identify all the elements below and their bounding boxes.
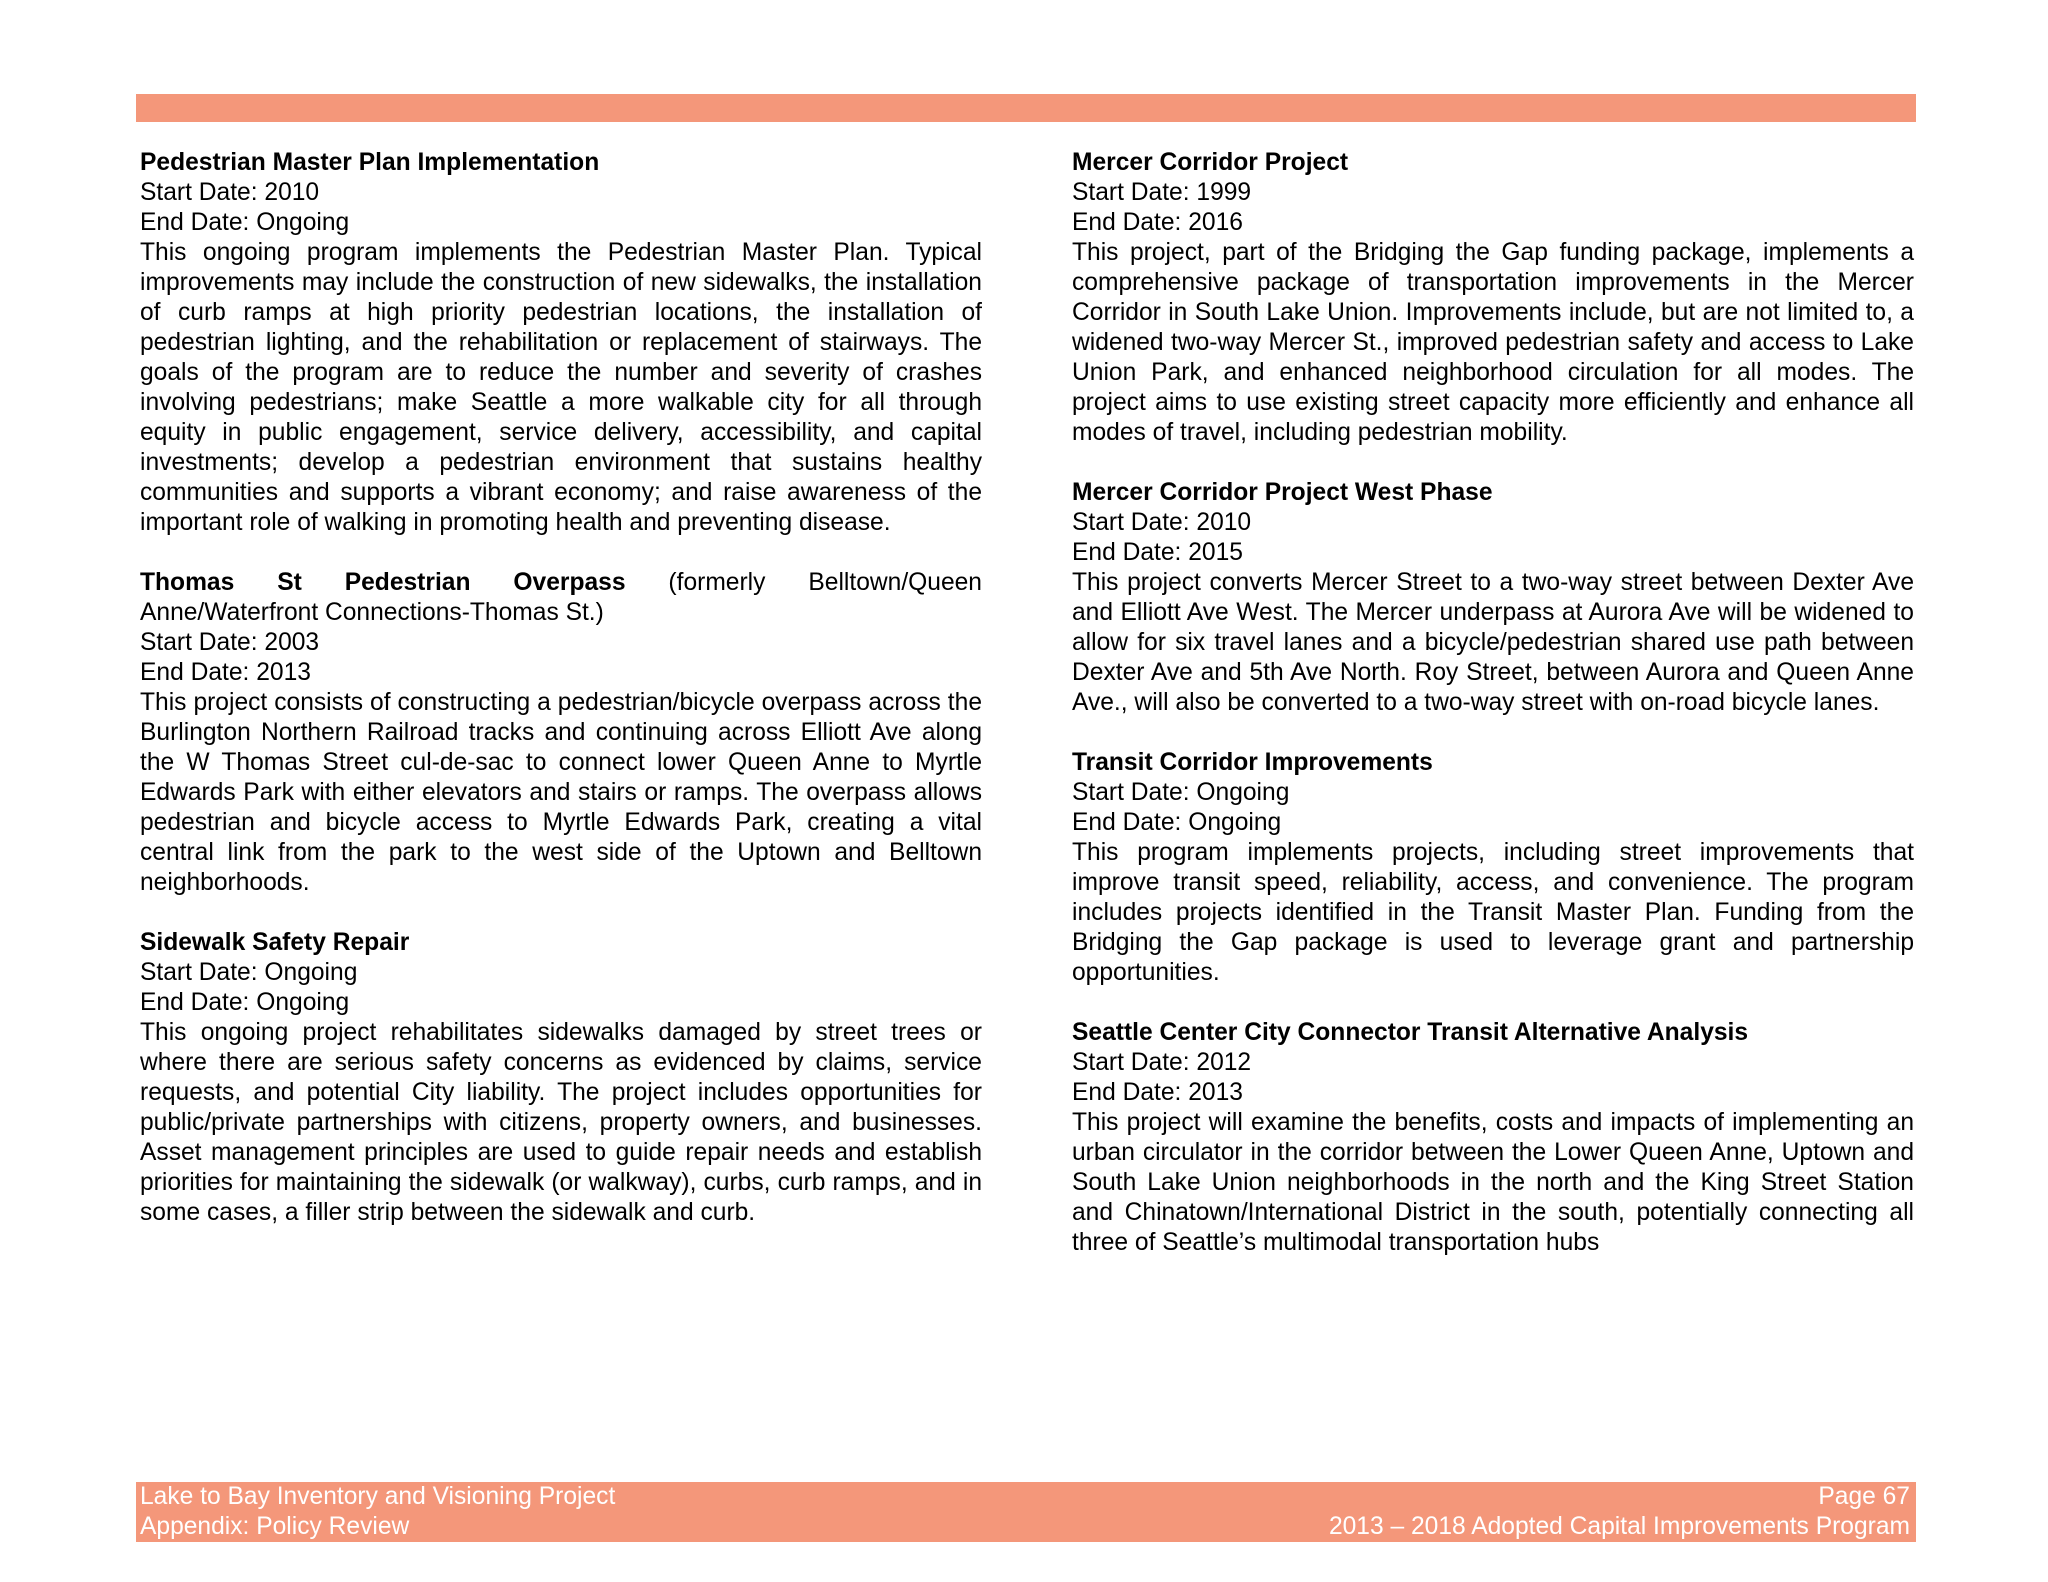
start-date: Start Date: Ongoing [140, 959, 358, 986]
end-date: End Date: 2013 [140, 659, 311, 686]
project-description: This program implements projects, including street improvements that improve transit speed, reliability, access, and convenience. The program includes projects identified in the Transit Master Plan. Funding from the Bridging the Gap package is used to leverage grant and partnership opportunities. [1072, 839, 1914, 986]
project-description: This project, part of the Bridging the Gap funding package, implements a comprehensive package of transportation improvements in the Mercer Corridor in South Lake Union. Improvements include, but are not limited to, a widened two-way Mercer St., improved pedestrian safety and access to Lake Union Park, and enhanced neighborhood circulation for all modes. The project aims to use existing street capacity more efficiently and enhance all modes of travel, including pedestrian mobility. [1072, 239, 1914, 446]
footer-row-bottom [136, 1512, 1916, 1542]
project-title-line [140, 928, 982, 958]
project-entry [1072, 478, 1914, 718]
footer-page-number: Page 67 [1818, 1483, 1910, 1510]
footer-project-name: Lake to Bay Inventory and Visioning Project [140, 1483, 616, 1510]
project-title: Mercer Corridor Project [1072, 149, 1349, 176]
project-entry [1072, 748, 1914, 988]
project-title-line [140, 568, 982, 628]
project-description: This ongoing project rehabilitates sidewalks damaged by street trees or where there are serious safety concerns as evidenced by claims, service requests, and potential City liability. The project includes opportunities for public/private partnerships with citizens, property owners, and businesses. Asset management principles are used to guide repair needs and establish priorities for maintaining the sidewalk (or walkway), curbs, curb ramps, and in some cases, a filler strip between the sidewalk and curb. [140, 1019, 982, 1226]
left-column [140, 148, 982, 1258]
end-date: End Date: Ongoing [1072, 809, 1282, 836]
project-entry [1072, 148, 1914, 448]
project-description: This project converts Mercer Street to a two-way street between Dexter Ave and Elliott Ave West. The Mercer underpass at Aurora Ave will be widened to allow for six travel lanes and a bicycle/pedestrian shared use path between Dexter Ave and 5th Ave North. Roy Street, between Aurora and Queen Anne Ave., will also be converted to a two-way street with on-road bicycle lanes. [1072, 569, 1914, 716]
project-description: This project consists of constructing a pedestrian/bicycle overpass across the Burlington Northern Railroad tracks and continuing across Elliott Ave along the W Thomas Street cul-de-sac to connect lower Queen Anne to Myrtle Edwards Park with either elevators and stairs or ramps. The overpass allows pedestrian and bicycle access to Myrtle Edwards Park, creating a vital central link from the park to the west side of the Uptown and Belltown neighborhoods. [140, 689, 982, 896]
start-date: Start Date: 2012 [1072, 1049, 1252, 1076]
project-entry [1072, 1018, 1914, 1258]
right-column [1072, 148, 1914, 1288]
start-date: Start Date: 2003 [140, 629, 320, 656]
project-title: Pedestrian Master Plan Implementation [140, 149, 600, 176]
start-date: Start Date: Ongoing [1072, 779, 1290, 806]
project-description: This ongoing program implements the Pedestrian Master Plan. Typical improvements may include the construction of new sidewalks, the installation of curb ramps at high priority pedestrian locations, the installation of pedestrian lighting, and the rehabilitation or replacement of stairways. The goals of the program are to reduce the number and severity of crashes involving pedestrians; make Seattle a more walkable city for all through equity in public engagement, service delivery, accessibility, and capital investments; develop a pedestrian environment that sustains healthy communities and supports a vibrant economy; and raise awareness of the important role of walking in promoting health and preventing disease. [140, 239, 982, 536]
start-date: Start Date: 2010 [1072, 509, 1252, 536]
end-date: End Date: 2016 [1072, 209, 1243, 236]
project-entry [140, 148, 982, 538]
project-title: Thomas St Pedestrian Overpass [140, 569, 626, 596]
project-entry [140, 928, 982, 1228]
project-title-line [1072, 478, 1914, 508]
project-description: This project will examine the benefits, costs and impacts of implementing an urban circulator in the corridor between the Lower Queen Anne, Uptown and South Lake Union neighborhoods in the north and the King Street Station and Chinatown/International District in the south, potentially connecting all three of Seattle’s multimodal transportation hubs [1072, 1109, 1914, 1256]
project-title-note: (formerly Belltown/Queen Anne/Waterfront Connections-Thomas St.) [140, 569, 982, 626]
footer-program: 2013 – 2018 Adopted Capital Improvements Program [1328, 1513, 1910, 1540]
page-footer [136, 1482, 1916, 1542]
project-title: Transit Corridor Improvements [1072, 749, 1433, 776]
project-title-line [1072, 148, 1914, 178]
project-title: Seattle Center City Connector Transit Alternative Analysis [1072, 1019, 1749, 1046]
project-title-line [1072, 748, 1914, 778]
start-date: Start Date: 2010 [140, 179, 320, 206]
project-title-line [1072, 1018, 1914, 1048]
end-date: End Date: 2013 [1072, 1079, 1243, 1106]
header-accent-bar [136, 94, 1916, 122]
end-date: End Date: 2015 [1072, 539, 1243, 566]
start-date: Start Date: 1999 [1072, 179, 1252, 206]
end-date: End Date: Ongoing [140, 989, 350, 1016]
footer-section: Appendix: Policy Review [140, 1513, 410, 1540]
project-entry [140, 568, 982, 898]
footer-row-top [136, 1482, 1916, 1512]
end-date: End Date: Ongoing [140, 209, 350, 236]
project-title: Mercer Corridor Project West Phase [1072, 479, 1493, 506]
project-title-line [140, 148, 982, 178]
project-title: Sidewalk Safety Repair [140, 929, 410, 956]
